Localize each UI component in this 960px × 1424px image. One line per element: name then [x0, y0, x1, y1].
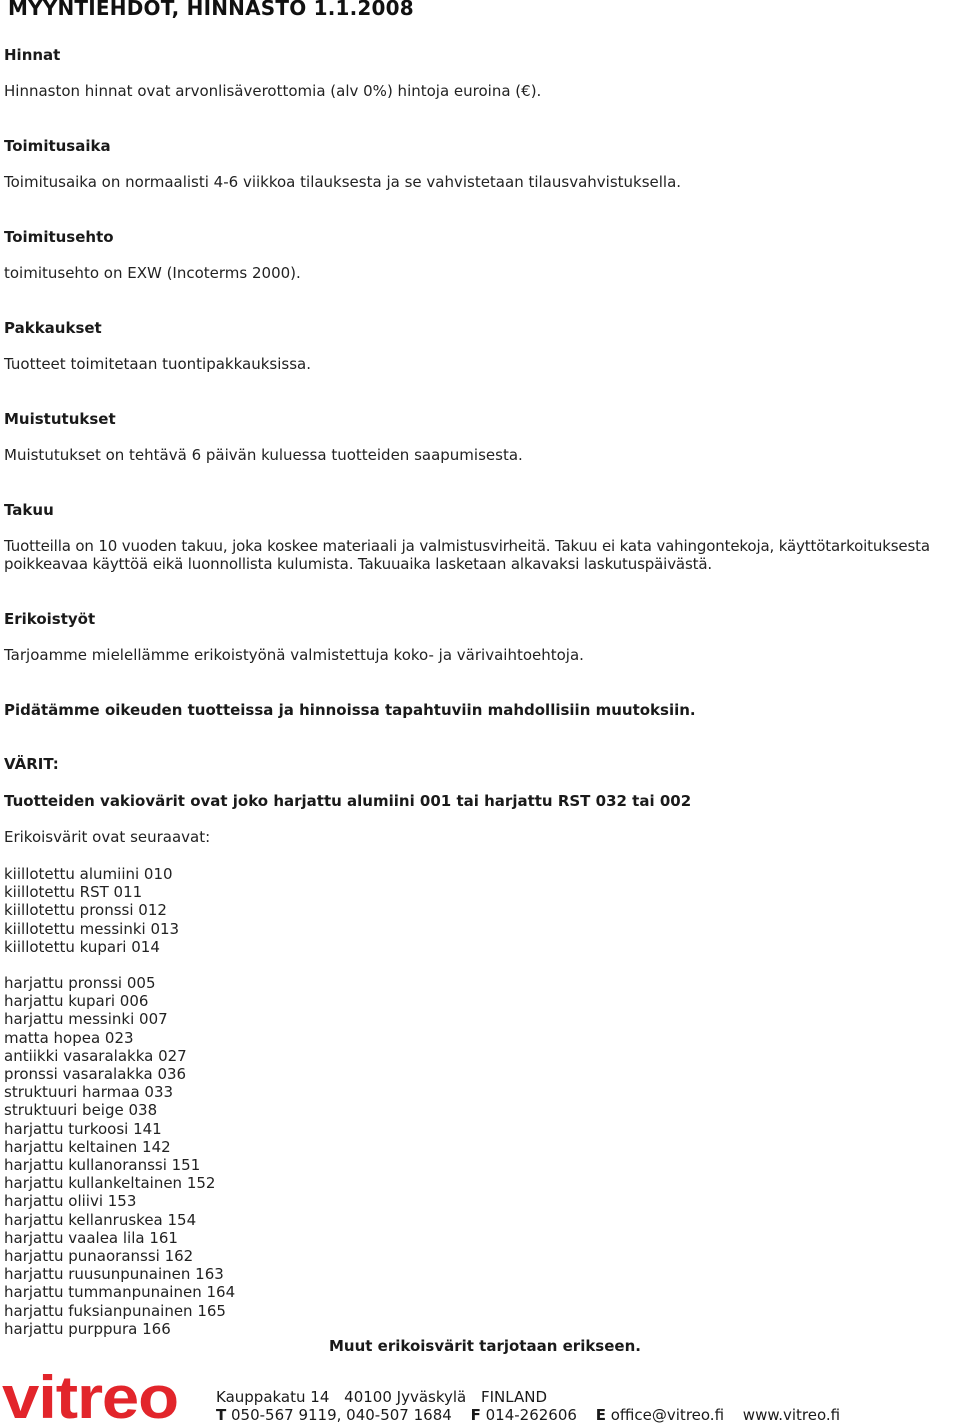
- polished-color-list: [4, 865, 179, 956]
- phone-label: T: [216, 1406, 227, 1424]
- list-item: harjattu kullanoranssi 151: [4, 1156, 201, 1175]
- list-item: kiillotettu RST 011: [4, 883, 143, 902]
- list-item: harjattu keltainen 142: [4, 1137, 171, 1156]
- heading-hinnat: Hinnat: [4, 46, 61, 64]
- other-color-list: [4, 974, 235, 1338]
- heading-muistutukset: Muistutukset: [4, 410, 116, 428]
- fax-label: F: [470, 1406, 481, 1424]
- footer-address: [216, 1388, 547, 1406]
- list-item: kiillotettu pronssi 012: [4, 901, 167, 920]
- fax-number: 014-262606: [485, 1406, 577, 1424]
- list-item: harjattu tummanpunainen 164: [4, 1283, 236, 1302]
- footer-fax: [471, 1406, 577, 1424]
- other-colors-note: Muut erikoisvärit tarjotaan erikseen.: [329, 1337, 641, 1355]
- email-link[interactable]: office@vitreo.fi: [610, 1406, 725, 1424]
- list-item: harjattu oliivi 153: [4, 1192, 137, 1211]
- text-pakkaukset: Tuotteet toimitetaan tuontipakkauksissa.: [4, 355, 311, 373]
- footer-country: FINLAND: [481, 1388, 548, 1406]
- text-takuu: Tuotteilla on 10 vuoden takuu, joka koskee materiaali ja valmistusvirheitä. Takuu ei kata vahingontekoja, käyttötarkoituksesta poikkeavaa käyttöä eikä luonnollista kulumista. Takuuaika lasketaan alkavaksi laskutuspäivästä.: [4, 537, 930, 574]
- heading-takuu: Takuu: [4, 501, 54, 519]
- heading-pakkaukset: Pakkaukset: [4, 319, 102, 337]
- footer-street: Kauppakatu 14: [216, 1388, 330, 1406]
- list-item: kiillotettu kupari 014: [4, 937, 160, 956]
- list-item: harjattu messinki 007: [4, 1010, 168, 1029]
- phone-number: 050-567 9119, 040-507 1684: [231, 1406, 452, 1424]
- list-item: pronssi vasaralakka 036: [4, 1065, 187, 1084]
- list-item: antiikki vasaralakka 027: [4, 1046, 187, 1065]
- heading-erikoistyot: Erikoistyöt: [4, 610, 96, 628]
- list-item: struktuuri harmaa 033: [4, 1083, 174, 1102]
- list-item: kiillotettu alumiini 010: [4, 865, 173, 883]
- heading-colors: VÄRIT:: [4, 755, 59, 773]
- page-title: MYYNTIEHDOT, HINNASTO 1.1.2008: [8, 0, 414, 20]
- list-item: harjattu kullankeltainen 152: [4, 1174, 216, 1193]
- list-item: harjattu pronssi 005: [4, 974, 156, 992]
- text-toimitusaika: Toimitusaika on normaalisti 4-6 viikkoa tilauksesta ja se vahvistetaan tilausvahvistuksella.: [4, 173, 682, 191]
- text-toimitusehto: toimitusehto on EXW (Incoterms 2000).: [4, 264, 301, 282]
- list-item: kiillotettu messinki 013: [4, 919, 180, 938]
- website-link[interactable]: www.vitreo.fi: [742, 1406, 841, 1424]
- list-item: harjattu purppura 166: [4, 1319, 171, 1338]
- list-item: harjattu fuksianpunainen 165: [4, 1301, 226, 1320]
- reservation-notice: Pidätämme oikeuden tuotteissa ja hinnoissa tapahtuviin mahdollisiin muutoksiin.: [4, 701, 696, 719]
- footer-contacts: [216, 1406, 840, 1424]
- standard-colors: Tuotteiden vakiovärit ovat joko harjattu alumiini 001 tai harjattu RST 032 tai 002: [4, 792, 692, 810]
- list-item: matta hopea 023: [4, 1028, 134, 1047]
- list-item: harjattu kellanruskea 154: [4, 1210, 197, 1229]
- list-item: harjattu ruusunpunainen 163: [4, 1265, 224, 1284]
- special-colors-intro: Erikoisvärit ovat seuraavat:: [4, 828, 211, 846]
- footer-phone: [216, 1406, 452, 1424]
- list-item: harjattu kupari 006: [4, 992, 149, 1011]
- footer-email: [596, 1406, 724, 1424]
- logo-text: vitreo: [2, 1366, 178, 1424]
- text-hinnat: Hinnaston hinnat ovat arvonlisäverottomia (alv 0%) hintoja euroina (€).: [4, 82, 542, 100]
- list-item: harjattu vaalea lila 161: [4, 1228, 178, 1247]
- list-item: harjattu punaoranssi 162: [4, 1247, 194, 1266]
- footer-postal: 40100 Jyväskylä: [344, 1388, 467, 1406]
- heading-toimitusaika: Toimitusaika: [4, 137, 111, 155]
- text-muistutukset: Muistutukset on tehtävä 6 päivän kuluessa tuotteiden saapumisesta.: [4, 446, 523, 464]
- list-item: struktuuri beige 038: [4, 1101, 158, 1120]
- vitreo-logo: [2, 1366, 182, 1424]
- text-erikoistyot: Tarjoamme mielellämme erikoistyönä valmistettuja koko- ja värivaihtoehtoja.: [4, 646, 584, 664]
- list-item: harjattu turkoosi 141: [4, 1119, 162, 1138]
- email-label: E: [595, 1406, 606, 1424]
- heading-toimitusehto: Toimitusehto: [4, 228, 114, 246]
